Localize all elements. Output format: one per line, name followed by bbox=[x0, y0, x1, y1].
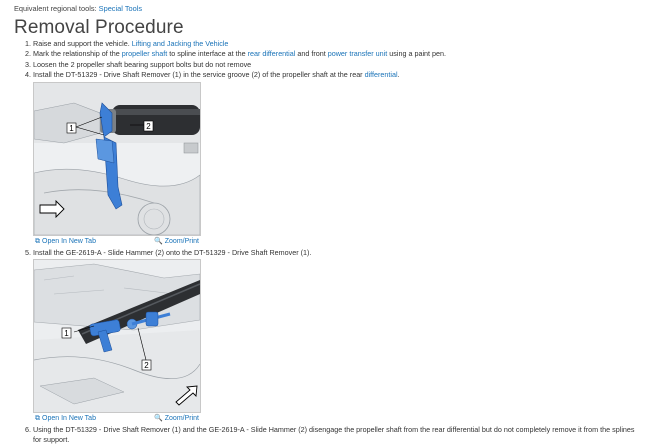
step-3: 3. Loosen the 2 propeller shaft bearing support bolts but do not remove bbox=[33, 60, 644, 70]
step-1: 1. Raise and support the vehicle. Lifting and Jacking the Vehicle bbox=[33, 39, 644, 49]
callout-1: 1 bbox=[69, 123, 74, 133]
step-4: 4. Install the DT-51329 - Drive Shaft Remover (1) in the service groove (2) of the propeller shaft at the rear differential. 1 2 ⧉ Open In New Tab 🔍 Zoom/Print bbox=[33, 70, 644, 245]
lifting-jacking-link[interactable]: Lifting and Jacking the Vehicle bbox=[131, 39, 229, 48]
callout-1: 1 bbox=[64, 329, 69, 339]
zoom-print-link[interactable]: 🔍 Zoom/Print bbox=[154, 237, 199, 245]
callout-2: 2 bbox=[146, 121, 151, 131]
open-new-tab-link[interactable]: ⧉ Open In New Tab bbox=[35, 415, 96, 423]
step-6: 6. Using the DT-51329 - Drive Shaft Remover (1) and the GE-2619-A - Slide Hammer (2) disengage the propeller shaft from the rear differential but do not completely remove it from the splines for support. bbox=[33, 425, 644, 446]
power-transfer-unit-link[interactable]: power transfer unit bbox=[327, 49, 388, 59]
figure-slide-hammer bbox=[33, 259, 201, 423]
figure-image[interactable] bbox=[33, 259, 201, 413]
procedure-steps bbox=[14, 39, 644, 446]
step-5: 5. Install the GE-2619-A - Slide Hammer (2) onto the DT-51329 - Drive Shaft Remover (1). 1 2 ⧉ Open In New Tab 🔍 Zoom/Print bbox=[33, 248, 644, 423]
page-title: Removal Procedure bbox=[14, 17, 184, 38]
zoom-print-link[interactable]: 🔍 Zoom/Print bbox=[154, 415, 199, 423]
figure-image[interactable] bbox=[33, 82, 201, 236]
zoom-icon: 🔍 bbox=[154, 237, 163, 245]
step-2: 2. Mark the relationship of the propeller shaft to spline interface at the rear differential and front power transfer unit using a paint pen. bbox=[33, 49, 644, 59]
rear-differential-link[interactable]: rear differential bbox=[247, 49, 296, 59]
equivalent-tools-line bbox=[14, 4, 142, 13]
figure-links bbox=[33, 236, 201, 246]
differential-link[interactable]: differential bbox=[364, 70, 398, 80]
open-new-tab-link[interactable]: ⧉ Open In New Tab bbox=[35, 237, 96, 245]
figure-drive-shaft-remover bbox=[33, 82, 201, 246]
figure-links bbox=[33, 413, 201, 423]
zoom-icon: 🔍 bbox=[154, 415, 163, 423]
open-new-tab-icon: ⧉ bbox=[35, 237, 40, 245]
equivalent-tools-label: Equivalent regional tools: bbox=[14, 4, 97, 13]
callout-2: 2 bbox=[144, 361, 149, 371]
propeller-shaft-link[interactable]: propeller shaft bbox=[121, 49, 168, 59]
special-tools-link[interactable]: Special Tools bbox=[98, 4, 143, 13]
open-new-tab-icon: ⧉ bbox=[35, 415, 40, 423]
